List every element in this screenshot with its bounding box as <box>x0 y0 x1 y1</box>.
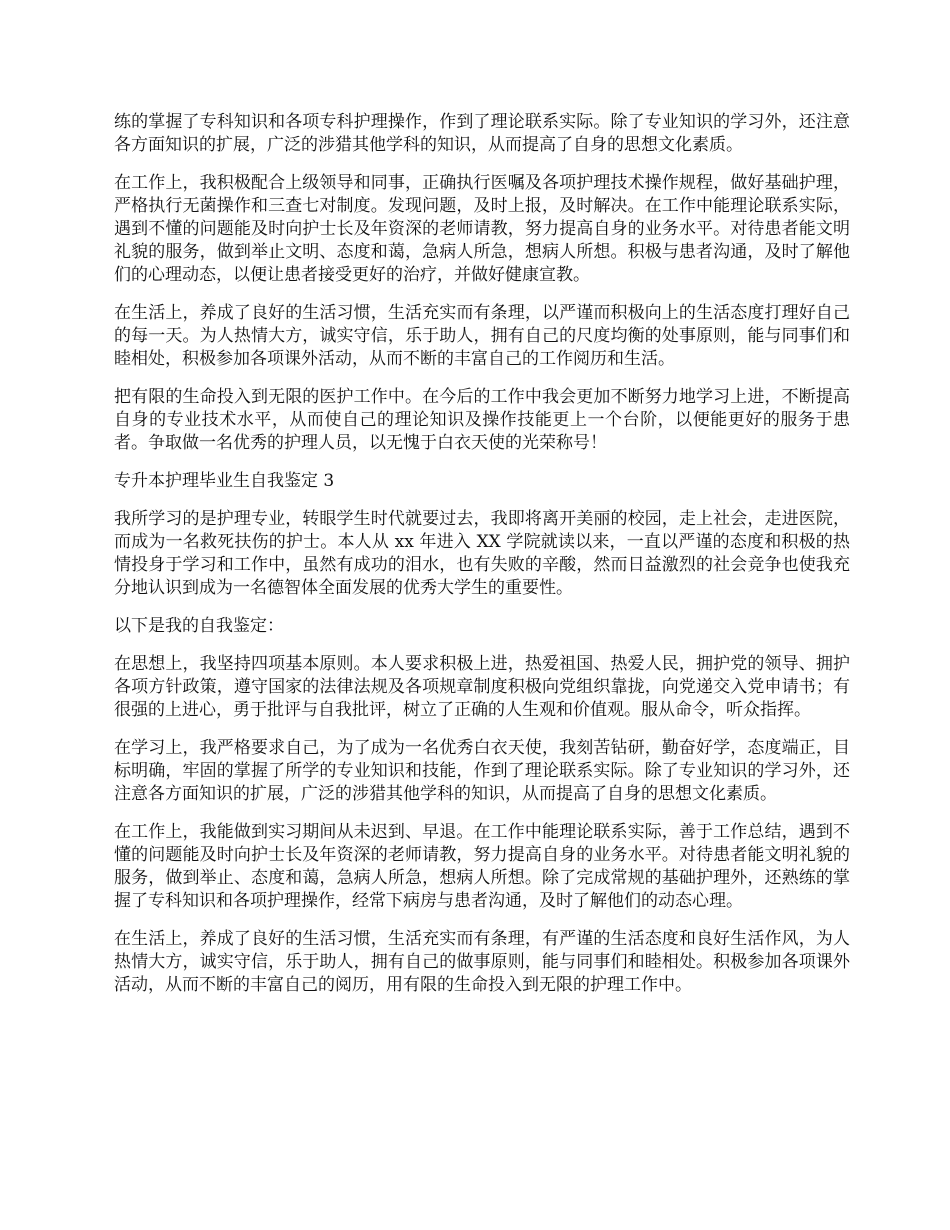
paragraph-life: 在生活上，养成了良好的生活习惯，生活充实而有条理，以严谨而积极向上的生活态度打理好自己的每一天。为人热情大方，诚实守信，乐于助人，拥有自己的尺度均衡的处事原则，能与同事们和睦相处，积极参加各项课外活动，从而不断的丰富自己的工作阅历和生活。 <box>114 303 850 369</box>
paragraph-study-continued: 练的掌握了专科知识和各项专科护理操作，作到了理论联系实际。除了专业知识的学习外，还注意各方面知识的扩展，广泛的涉猎其他学科的知识，从而提高了自身的思想文化素质。 <box>114 112 850 155</box>
paragraph-work: 在工作上，我积极配合上级领导和同事，正确执行医嘱及各项护理技术操作规程，做好基础护理，严格执行无菌操作和三查七对制度。发现问题，及时上报，及时解决。在工作中能理论联系实际，遇到不懂的问题能及时向护士长及年资深的老师请教，努力提高自身的业务水平。对待患者能文明礼貌的服务，做到举止文明、态度和蔼，急病人所急，想病人所想。积极与患者沟通，及时了解他们的心理动态，以便让患者接受更好的治疗，并做好健康宣教。 <box>114 173 850 285</box>
paragraph-ideology: 在思想上，我坚持四项基本原则。本人要求积极上进，热爱祖国、热爱人民，拥护党的领导、拥护各项方针政策，遵守国家的法律法规及各项规章制度积极向党组织靠拢，向党递交入党申请书；有很强的上进心，勇于批评与自我批评，树立了正确的人生观和价值观。服从命令，听众指挥。 <box>114 654 850 720</box>
document-page <box>114 111 850 1012</box>
self-evaluation-heading: 以下是我的自我鉴定： <box>114 616 284 636</box>
paragraph-daily-life: 在生活上，养成了良好的生活习惯，生活充实而有条理，有严谨的生活态度和良好生活作风，为人热情大方，诚实守信，乐于助人，拥有自己的做事原则，能与同事们和睦相处。积极参加各项课外活动，从而不断的丰富自己的阅历，用有限的生命投入到无限的护理工作中。 <box>114 929 850 995</box>
section-heading-3: 专升本护理毕业生自我鉴定 3 <box>114 471 335 491</box>
paragraph-internship-work: 在工作上，我能做到实习期间从未迟到、早退。在工作中能理论联系实际，善于工作总结，遇到不懂的问题能及时向护士长及年资深的老师请教，努力提高自身的业务水平。对待患者能文明礼貌的服务，做到举止、态度和蔼，急病人所急，想病人所想。除了完成常规的基础护理外，还熟练的掌握了专科知识和各项护理操作，经常下病房与患者沟通，及时了解他们的动态心理。 <box>114 822 850 911</box>
paragraph-intro: 我所学习的是护理专业，转眼学生时代就要过去，我即将离开美丽的校园，走上社会，走进医院，而成为一名救死扶伤的护士。本人从 xx 年进入 XX 学院就读以来，一直以严谨的态度和积极的热情投身于学习和工作中，虽然有成功的泪水，也有失败的辛酸，然而日益激烈的社会竞争也使我充分地认识到成为一名德智体全面发展的优秀大学生的重要性。 <box>114 509 850 598</box>
paragraph-learning: 在学习上，我严格要求自己，为了成为一名优秀白衣天使，我刻苦钻研，勤奋好学，态度端正，目标明确，牢固的掌握了所学的专业知识和技能，作到了理论联系实际。除了专业知识的学习外，还注意各方面知识的扩展，广泛的涉猎其他学科的知识，从而提高了自身的思想文化素质。 <box>114 738 850 804</box>
paragraph-future: 把有限的生命投入到无限的医护工作中。在今后的工作中我会更加不断努力地学习上进，不断提高自身的专业技术水平，从而使自己的理论知识及操作技能更上一个台阶，以便能更好的服务于患者。争取做一名优秀的护理人员，以无愧于白衣天使的光荣称号！ <box>114 387 850 453</box>
